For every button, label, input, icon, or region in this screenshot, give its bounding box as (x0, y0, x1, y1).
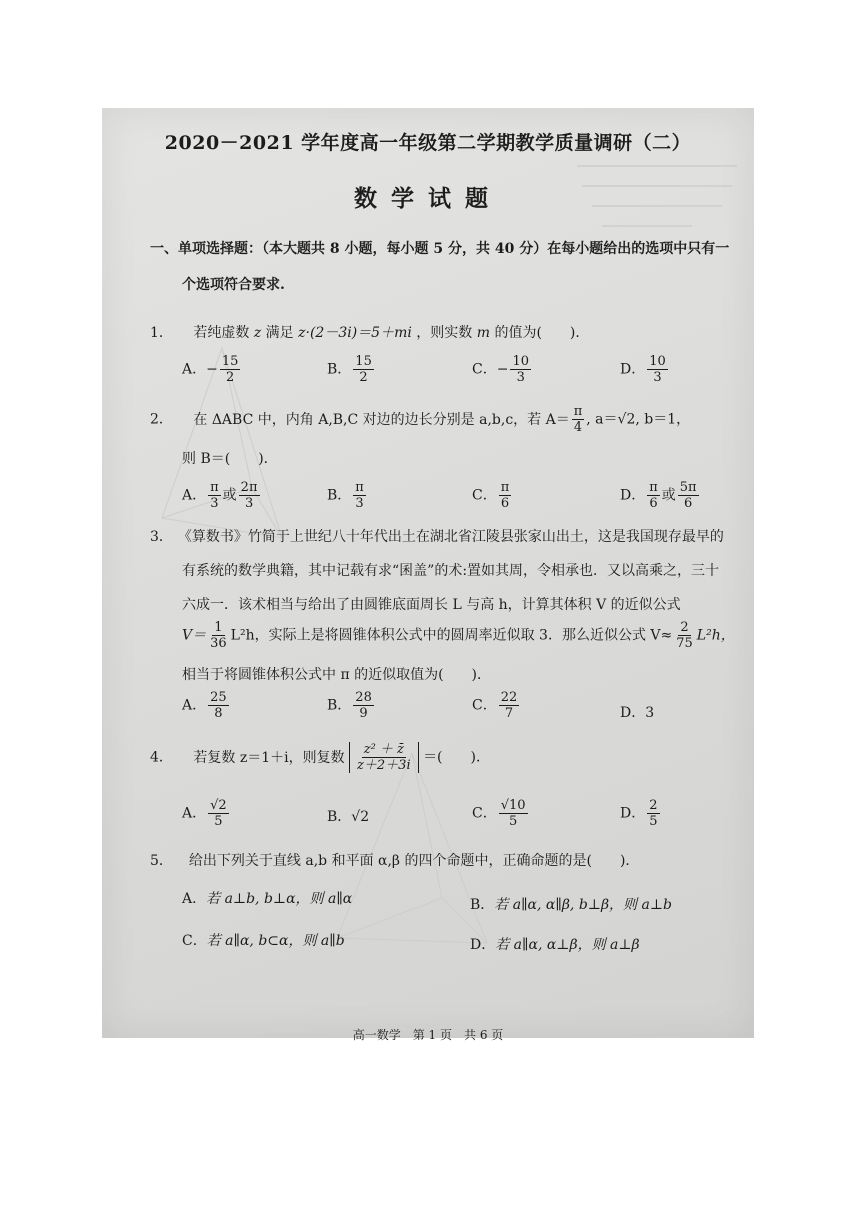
question-1-option-b: B． $\frac{15}{2}$ (327, 354, 372, 385)
section-heading-line1: 一、单项选择题：（本大题共 8 小题，每小题 5 分，共 40 分）在每小题给出的选项中只有一 (150, 241, 730, 257)
question-3-line1: 3． 《算数书》竹简于上世纪八十年代出土在湖北省江陵县张家山出土，这是我国现存最早的 (150, 529, 724, 545)
question-5-stem: 5． 给出下列关于直线 a,b 和平面 α,β 的四个命题中，正确命题的是( )． (150, 853, 640, 869)
section-heading-line2: 个选项符合要求. (182, 277, 285, 293)
question-5-option-b: B．若 a∥α, α∥β, b⊥β，则 a⊥b (470, 897, 672, 913)
exam-page (102, 108, 754, 1042)
exam-title: 2020－2021 学年度高一年级第二学期教学质量调研（二） (164, 132, 692, 154)
question-2-option-d: D． $\frac{\pi}{6}$ 或 $\frac{5\pi}{6}$ (620, 480, 697, 511)
question-4-option-c: C． $\frac{√10}{5}$ (472, 798, 526, 829)
question-3-line2: 有系统的数学典籍，其中记载有求“囷盖”的术:置如其周，令相承也．又以高乘之，三十 (182, 563, 720, 579)
abs-value-expression: $\frac{\text{z² ＋ z̄}}{z+2+3i}$ (349, 742, 419, 773)
question-1-stem: 1． 若纯虚数 z 满足 z·(2－3i)＝5＋mi ，则实数 m 的值为( )． (150, 325, 590, 341)
question-3-line4: V＝ $\frac{1}{36}$ L²h，实际上是将圆锥体积公式中的圆周率近似取 3．那么近似公式 V≈ $\frac{2}{75}$ L²h， (182, 620, 735, 651)
question-1-option-d: D． $\frac{10}{3}$ (620, 354, 666, 385)
question-2-stem-line2: 则 B＝( )． (182, 451, 278, 467)
question-3-option-a: A． $\frac{25}{8}$ (182, 690, 227, 721)
question-4-stem: 4． 若复数 z＝1＋i，则复数 $\frac{\text{z² ＋ z̄}}{z+2+3i}$ ＝( )． (150, 742, 490, 773)
question-5-option-a: A．若 a⊥b, b⊥α，则 a∥α (182, 891, 353, 907)
question-1-option-a: A．− $\frac{15}{2}$ (182, 354, 239, 385)
question-3-line3: 六成一．该术相当与给出了由圆锥底面周长 L 与高 h，计算其体积 V 的近似公式 (182, 597, 681, 613)
bleed-through-scribble (572, 156, 742, 276)
question-2-stem: 2． 在 ΔABC 中，内角 A,B,C 对边的边长分别是 a,b,c，若 A＝ $\frac{\pi}{4}$ , a＝√2, b＝1， (150, 404, 691, 435)
question-number: 1． (150, 325, 173, 341)
exam-subtitle: 数学试题 (354, 185, 502, 212)
question-4-option-b: B．√2 (327, 809, 370, 825)
question-5-option-d: D．若 a∥α, α⊥β，则 a⊥β (470, 937, 640, 953)
question-4-option-a: A． $\frac{√2}{5}$ (182, 798, 227, 829)
question-5-option-c: C．若 a∥α, b⊂α，则 a∥b (182, 933, 345, 949)
question-3-option-c: C． $\frac{22}{7}$ (472, 690, 518, 721)
question-3-option-d: D．3 (620, 705, 655, 721)
question-4-option-d: D． $\frac{2}{5}$ (620, 798, 658, 829)
question-2-option-b: B． $\frac{\pi}{3}$ (327, 480, 364, 511)
formula: z·(2－3i)＝5＋mi (298, 325, 412, 341)
question-2-option-c: C． $\frac{\pi}{6}$ (472, 480, 510, 511)
question-3-line5: 相当于将圆锥体积公式中 π 的近似取值为( )． (182, 667, 492, 683)
question-2-option-a: A． $\frac{\pi}{3}$ 或 $\frac{2\pi}{3}$ (182, 480, 258, 511)
bleed-through-text (572, 156, 742, 280)
page-footer: 高一数学 第 1 页 共 6 页 (352, 1028, 504, 1042)
question-1-option-c: C．− $\frac{10}{3}$ (472, 354, 529, 385)
question-3-option-b: B． $\frac{28}{9}$ (327, 690, 372, 721)
